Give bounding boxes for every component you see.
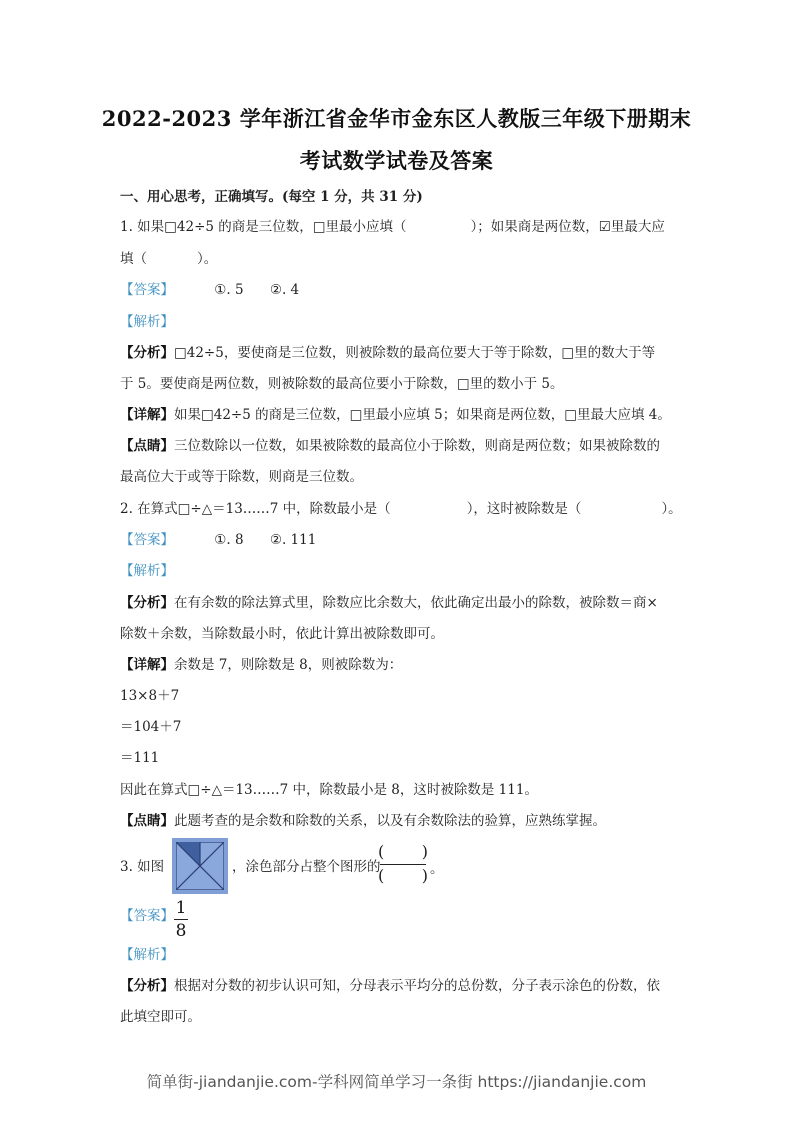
square-divided-icon [176, 842, 224, 890]
q2-calc-step2: ＝104＋7 [120, 719, 182, 735]
q3-fenxi-line1 [120, 977, 660, 995]
fenxi-label: 【分析】 [120, 978, 174, 994]
paren-close: ) [421, 842, 428, 861]
q1-text-b: ）；如果商是两位数，☑里最大应 [470, 219, 665, 235]
q1-text-d: ）。 [197, 251, 218, 267]
q3-question-prefix: 3. 如图 [120, 859, 165, 875]
q2-text-a: 2. 在算式□÷△＝13……7 中，除数最小是（ [120, 501, 391, 517]
q1-fenxi-text1: □42÷5，要使商是三位数，则被除数的最高位要大于等于除数，□里的数大于等 [174, 345, 656, 361]
q1-fenxi-line2: 于 5。要使商是两位数，则被除数的最高位要小于除数，□里的数小于 5。 [120, 376, 564, 392]
q2-calc-step1: 13×8＋7 [120, 688, 180, 704]
q1-answer-1: ①. 5 [214, 282, 244, 298]
q1-dianjing-line2: 最高位大于或等于除数，则商是三位数。 [120, 469, 363, 485]
page-title-line1: 2022-2023 学年浙江省金华市金东区人教版三年级下册期末 [101, 106, 692, 131]
q2-dianjing [120, 812, 606, 830]
q2-text-c: ）。 [661, 501, 682, 517]
q1-dianjing-text1: 三位数除以一位数，如果被除数的最高位小于除数，则商是两位数；如果被除数的 [174, 438, 660, 454]
q2-calc-step3: ＝111 [120, 750, 160, 766]
answer-label: 【答案】 [120, 532, 174, 548]
q3-question-suffix: ，涂色部分占整个图形的 [232, 859, 381, 875]
q2-dianjing-text: 此题考查的是余数和除数的关系，以及有余数除法的验算，应熟练掌握。 [174, 813, 606, 829]
q3-answer-denominator: 8 [175, 921, 187, 941]
q1-text-c: 填（ [120, 251, 147, 267]
q2-answer [120, 531, 338, 549]
section-heading: 一、用心思考，正确填写。(每空 1 分，共 31 分) [120, 189, 423, 205]
fenxi-label: 【分析】 [120, 595, 174, 611]
q2-answer-2: ②. 111 [269, 532, 317, 548]
q2-answer-1: ①. 8 [214, 532, 244, 548]
q2-xiangjie [120, 656, 402, 674]
fenxi-label: 【分析】 [120, 345, 174, 361]
xiangjie-label: 【详解】 [120, 657, 174, 673]
footer-watermark: 简单街-jiandanjie.com-学科网简单学习一条街 https://jiandanjie.com [146, 1073, 647, 1091]
q2-fenxi-text1: 在有余数的除法算式里，除数应比余数大，依此确定出最小的除数，被除数＝商× [174, 595, 658, 611]
paren-open: ( [378, 842, 385, 861]
answer-label: 【答案】 [120, 908, 174, 924]
q1-text-a: 1. 如果□42÷5 的商是三位数，□里最小应填（ [120, 219, 407, 235]
analysis-label: 【解析】 [120, 947, 174, 963]
q3-fraction-blank [378, 842, 428, 890]
dianjing-label: 【点睛】 [120, 813, 174, 829]
page-title-line2: 考试数学试卷及答案 [299, 148, 494, 173]
q1-answer [120, 281, 321, 299]
fraction-bar [174, 919, 188, 920]
dianjing-label: 【点睛】 [120, 438, 174, 454]
xiangjie-label: 【详解】 [120, 407, 174, 423]
analysis-label: 【解析】 [120, 563, 174, 579]
fraction-bar [380, 864, 426, 865]
analysis-label: 【解析】 [120, 314, 174, 330]
paren-close: ) [421, 866, 428, 885]
q3-fenxi-line2: 此填空即可。 [120, 1009, 201, 1025]
q3-figure-square [172, 838, 228, 894]
q1-question-line2 [120, 250, 217, 268]
answer-label: 【答案】 [120, 282, 174, 298]
q3-answer-fraction [174, 898, 188, 941]
q2-fenxi-line1 [120, 594, 658, 612]
q2-text-b: ），这时被除数是（ [466, 501, 582, 517]
q1-fenxi-line1 [120, 344, 655, 362]
q1-question-line1 [120, 218, 665, 236]
q3-question-end: 。 [430, 861, 444, 877]
q2-fenxi-line2: 除数＋余数，当除数最小时，依此计算出被除数即可。 [120, 626, 444, 642]
q2-conclusion: 因此在算式□÷△＝13……7 中，除数最小是 8，这时被除数是 111。 [120, 782, 538, 798]
q3-answer-numerator: 1 [175, 898, 187, 918]
paren-open: ( [378, 866, 385, 885]
q1-dianjing-line1 [120, 437, 660, 455]
q2-xiangjie-text: 余数是 7，则除数是 8，则被除数为： [174, 657, 403, 673]
q2-question [120, 500, 682, 518]
q1-xiangjie-text: 如果□42÷5 的商是三位数，□里最小应填 5；如果商是两位数，□里最大应填 4。 [174, 407, 671, 423]
q1-xiangjie [120, 406, 671, 424]
q3-fenxi-text1: 根据对分数的初步认识可知，分母表示平均分的总份数，分子表示涂色的份数，依 [174, 978, 660, 994]
q1-answer-2: ②. 4 [269, 282, 300, 298]
